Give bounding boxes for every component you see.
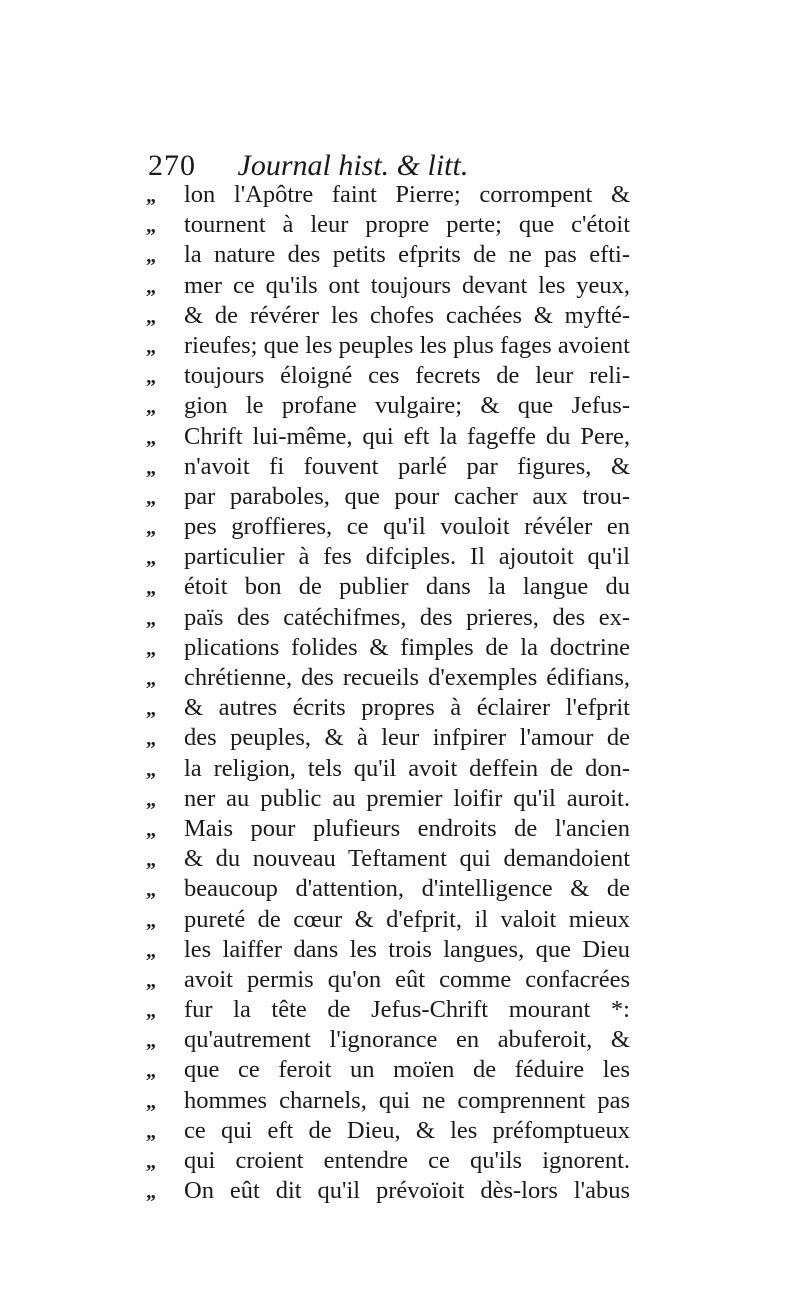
- quote-mark: „: [146, 335, 155, 358]
- quote-mark: „: [146, 818, 155, 841]
- line-text: fur la tête de Jefus-Chrift mourant *:: [184, 996, 630, 1024]
- line-text: les laiffer dans les trois langues, que Dieu: [184, 935, 630, 963]
- line-text: chrétienne, des recueils d'exemples édifians,: [184, 664, 630, 691]
- line-text: toujours éloigné ces fecrets de leur reli-: [184, 362, 630, 390]
- quote-mark: „: [146, 1000, 155, 1023]
- running-title: Journal hist. & litt.: [237, 149, 469, 182]
- text-line: [146, 1025, 630, 1055]
- text-line: [146, 905, 630, 935]
- quote-mark: „: [146, 185, 155, 207]
- line-text: & du nouveau Teftament qui demandoient: [184, 845, 630, 873]
- line-text: avoit permis qu'on eût comme confacrées: [184, 965, 630, 993]
- quote-mark: „: [146, 396, 155, 419]
- line-text: la nature des petits efprits de ne pas efti-: [184, 241, 630, 269]
- quote-mark: „: [146, 607, 155, 630]
- text-line: [146, 422, 630, 452]
- quote-mark: „: [146, 637, 155, 660]
- line-text: Mais pour plufieurs endroits de l'ancien: [184, 814, 630, 842]
- text-line: [146, 301, 630, 331]
- line-text: pes groffieres, ce qu'il vouloit révéler en: [184, 513, 630, 541]
- line-text: On eût dit qu'il prévoïoit dès-lors l'abus: [184, 1177, 630, 1205]
- quote-mark: „: [146, 909, 155, 932]
- quote-mark: „: [146, 456, 155, 479]
- text-line: [146, 814, 630, 844]
- line-text: qui croient entendre ce qu'ils ignorent.: [184, 1147, 630, 1174]
- quote-mark: „: [146, 517, 155, 540]
- quote-mark: „: [146, 1120, 155, 1143]
- text-line: [146, 542, 630, 572]
- quote-mark: „: [146, 426, 155, 449]
- text-line: [146, 935, 630, 965]
- quote-mark: „: [146, 486, 155, 509]
- body-text: [146, 180, 630, 1206]
- text-line: [146, 572, 630, 602]
- quote-mark: „: [146, 577, 155, 600]
- line-text: Chrift lui-même, qui eft la fageffe du Pere,: [184, 422, 630, 450]
- page-number: 270: [148, 149, 196, 182]
- text-line: [146, 331, 630, 361]
- line-text: étoit bon de publier dans la langue du: [184, 573, 630, 601]
- line-text: plications folides & fimples de la doctrine: [184, 633, 630, 661]
- line-text: beaucoup d'attention, d'intelligence & de: [184, 875, 630, 903]
- text-line: [146, 452, 630, 482]
- line-text: hommes charnels, qui ne comprennent pas: [184, 1086, 630, 1114]
- line-text: gion le profane vulgaire; & que Jefus-: [184, 392, 630, 420]
- page-header: [148, 148, 468, 184]
- quote-mark: „: [146, 728, 155, 751]
- text-line: [146, 844, 630, 874]
- quote-mark: „: [146, 1060, 155, 1083]
- line-text: rieufes; que les peuples les plus fages avoient: [184, 331, 630, 359]
- line-text: païs des catéchifmes, des prieres, des ex-: [184, 603, 630, 631]
- line-text: n'avoit fi fouvent parlé par figures, &: [184, 452, 630, 480]
- text-line: [146, 754, 630, 784]
- line-text: & autres écrits propres à éclairer l'efprit: [184, 694, 630, 722]
- text-line: [146, 874, 630, 904]
- quote-mark: „: [146, 788, 155, 811]
- quote-mark: „: [146, 275, 155, 298]
- line-text: des peuples, & à leur infpirer l'amour de: [184, 724, 630, 752]
- text-line: [146, 633, 630, 663]
- text-line: [146, 693, 630, 723]
- text-line: [146, 391, 630, 421]
- quote-mark: „: [146, 879, 155, 902]
- line-text: & de révérer les chofes cachées & myfté-: [184, 301, 630, 329]
- text-line: [146, 1116, 630, 1146]
- text-line: [146, 965, 630, 995]
- quote-mark: „: [146, 215, 155, 238]
- quote-mark: „: [146, 969, 155, 992]
- text-line: [146, 240, 630, 270]
- line-text: la religion, tels qu'il avoit deffein de don-: [184, 754, 630, 782]
- quote-mark: „: [146, 1030, 155, 1053]
- text-line: [146, 271, 630, 301]
- text-line: [146, 723, 630, 753]
- line-text: que ce feroit un moïen de féduire les: [184, 1056, 630, 1084]
- text-line: [146, 482, 630, 512]
- text-line: [146, 210, 630, 240]
- text-line: [146, 361, 630, 391]
- quote-mark: „: [146, 1151, 155, 1173]
- quote-mark: „: [146, 668, 155, 690]
- quote-mark: „: [146, 366, 155, 389]
- quote-mark: „: [146, 305, 155, 328]
- quote-mark: „: [146, 547, 155, 570]
- line-text: lon l'Apôtre faint Pierre; corrompent &: [184, 181, 630, 208]
- line-text: ner au public au premier loifir qu'il auroit.: [184, 784, 630, 812]
- text-line: [146, 1086, 630, 1116]
- line-text: pureté de cœur & d'efprit, il valoit mieux: [184, 905, 630, 933]
- text-line: [146, 784, 630, 814]
- text-line: [146, 512, 630, 542]
- quote-mark: „: [146, 849, 155, 872]
- quote-mark: „: [146, 1090, 155, 1113]
- text-line: [146, 603, 630, 633]
- quote-mark: „: [146, 698, 155, 721]
- line-text: particulier à fes difciples. Il ajoutoit qu'il: [184, 543, 630, 571]
- quote-mark: „: [146, 245, 155, 268]
- text-line: [146, 1176, 630, 1206]
- quote-mark: „: [146, 758, 155, 781]
- line-text: tournent à leur propre perte; que c'étoit: [184, 211, 630, 239]
- text-line: [146, 663, 630, 693]
- line-text: ce qui eft de Dieu, & les préfomptueux: [184, 1116, 630, 1144]
- quote-mark: „: [146, 1181, 155, 1204]
- line-text: qu'autrement l'ignorance en abuferoit, &: [184, 1026, 630, 1054]
- text-line: [146, 180, 630, 210]
- line-text: mer ce qu'ils ont toujours devant les yeux,: [184, 271, 630, 299]
- line-text: par paraboles, que pour cacher aux trou-: [184, 482, 630, 510]
- text-line: [146, 995, 630, 1025]
- text-line: [146, 1146, 630, 1176]
- text-line: [146, 1055, 630, 1085]
- quote-mark: „: [146, 939, 155, 962]
